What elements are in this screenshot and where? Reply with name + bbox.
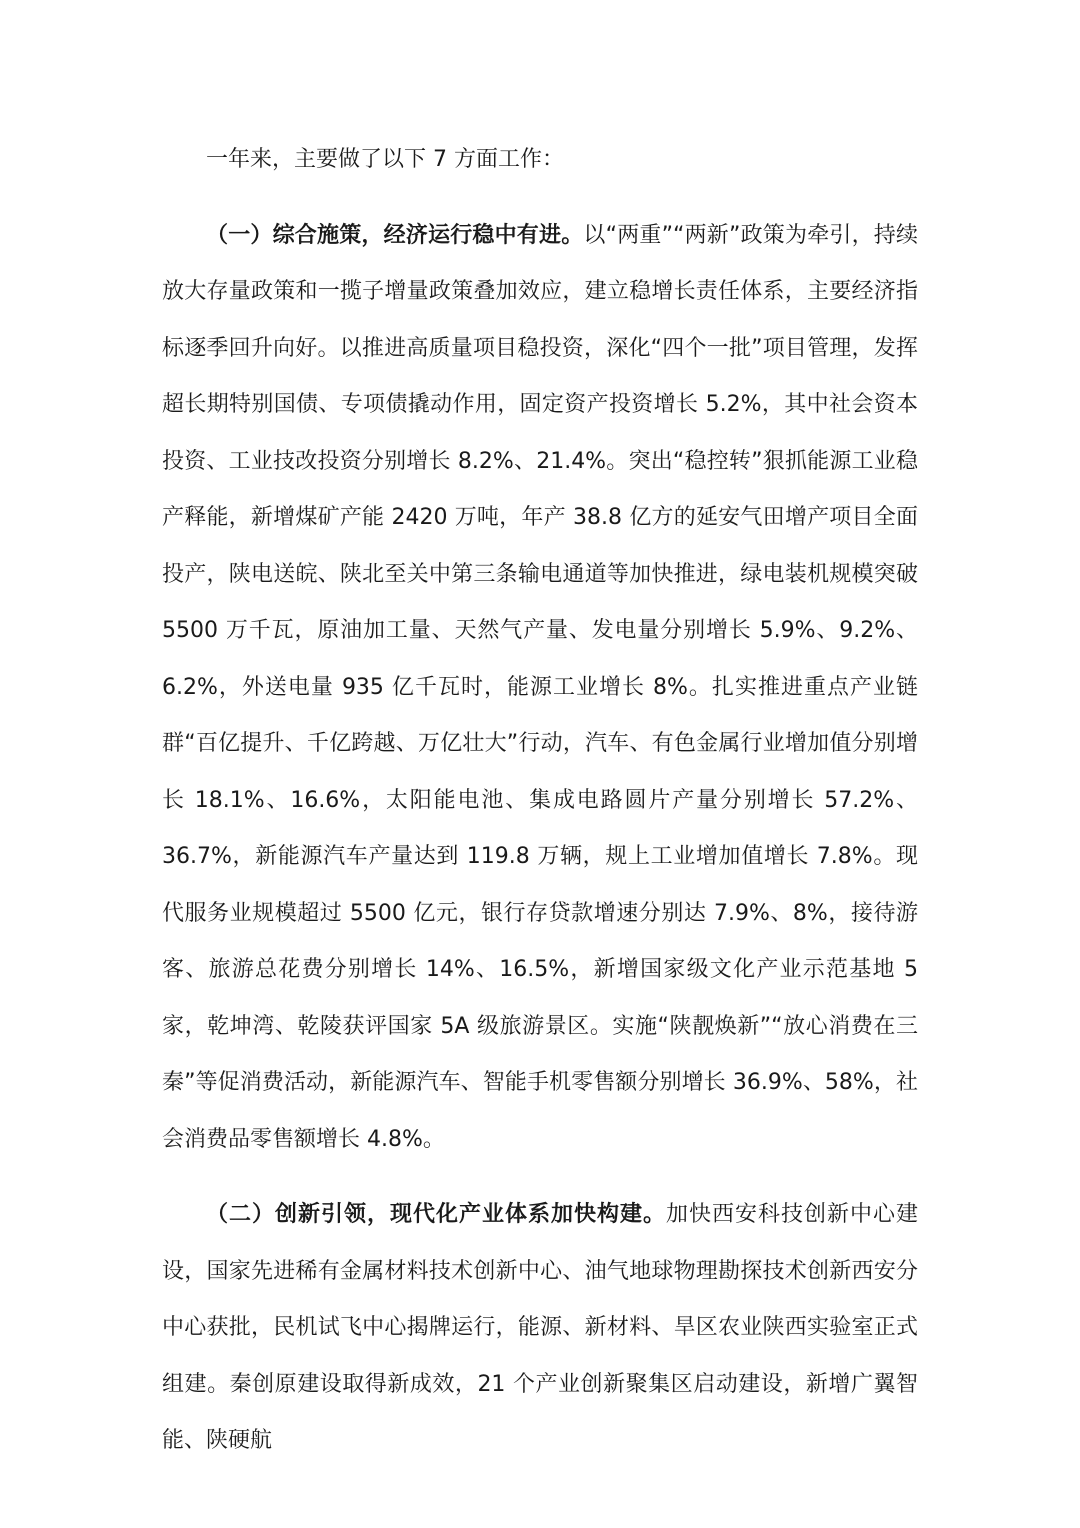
section-2-body: 加快西安科技创新中心建设，国家先进稀有金属材料技术创新中心、油气地球物理勘探技术创新西安分中心获批，民机试飞中心揭牌运行，能源、新材料、旱区农业陕西实验室正式组建。秦创原建设取得新成效，21 个产业创新聚集区启动建设，新增广翼智能、陕硬航 (162, 1202, 918, 1453)
section-2-heading: （二）创新引领，现代化产业体系加快构建。 (206, 1202, 666, 1227)
section-2-paragraph (162, 1187, 918, 1470)
intro-paragraph: 一年来，主要做了以下 7 方面工作： (206, 147, 564, 172)
section-1-heading: （一）综合施策，经济运行稳中有进。 (206, 222, 584, 248)
section-1-body: 以“两重”“两新”政策为牵引，持续放大存量政策和一揽子增量政策叠加效应，建立稳增长责任体系，主要经济指标逐季回升向好。以推进高质量项目稳投资，深化“四个一批”项目管理，发挥超长期特别国债、专项债撬动作用，固定资产投资增长 5.2%，其中社会资本投资、工业技改投资分别增长 8.2%、21.4%。突出“稳控转”狠抓能源工业稳产释能，新增煤矿产能 2420 万吨，年产 38.8 亿方的延安气田增产项目全面投产，陕电送皖、陕北至关中第三条输电通道等加快推进，绿电装机规模突破 5500 万千瓦，原油加工量、天然气产量、发电量分别增长 5.9%、9.2%、6.2%，外送电量 935 亿千瓦时，能源工业增长 8%。扎实推进重点产业链群“百亿提升、千亿跨越、万亿壮大”行动，汽车、有色金属行业增加值分别增长 18.1%、16.6%，太阳能电池、集成电路圆片产量分别增长 57.2%、36.7%，新能源汽车产量达到 119.8 万辆，规上工业增加值增长 7.8%。现代服务业规模超过 5500 亿元，银行存贷款增速分别达 7.9%、8%，接待游客、旅游总花费分别增长 14%、16.5%，新增国家级文化产业示范基地 5 家，乾坤湾、乾陵获评国家 5A 级旅游景区。实施“陕靓焕新”“放心消费在三秦”等促消费活动，新能源汽车、智能手机零售额分别增长 36.9%、58%，社会消费品零售额增长 4.8%。 (162, 222, 918, 1152)
section-1-paragraph (162, 208, 918, 1169)
document-body (162, 132, 918, 1470)
